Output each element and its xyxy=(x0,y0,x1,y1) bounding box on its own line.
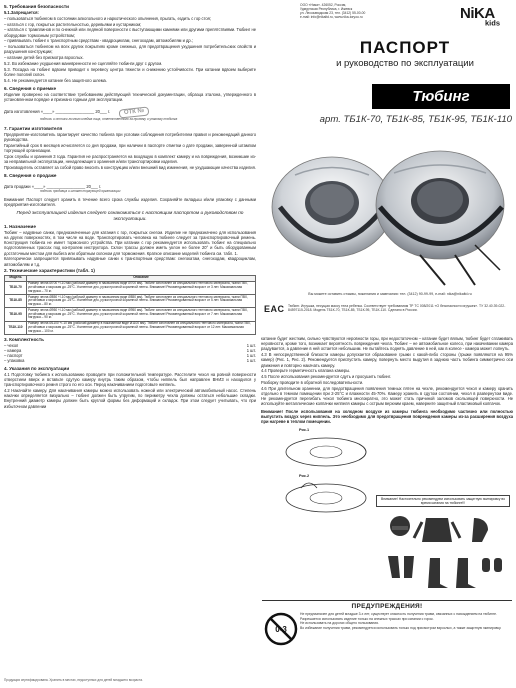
cold-air-warning: Внимание! После использования на холодном воздухе из камеры тюбинга необходимо частично или полностью выпустить воздух через ниппель. Это необходимо для предотвращения повреждения камеры из-за расширения воздуха при нагреве в теплом помещении. xyxy=(261,408,513,425)
section-4-title: 4. Указания по эксплуатации xyxy=(4,365,70,371)
production-date-note: подпись и оттиск личного клейма лица, ответственного за приемку и упаковку тюбинга xyxy=(40,117,178,122)
spec-model: ТБ1К-70 xyxy=(5,281,27,294)
cautions-title: ПРЕДУПРЕЖДЕНИЯ! xyxy=(262,600,512,610)
section-5-item: – кататься с трамплинов и по снежной или ледяной поверхности с выступающими камнями или другими препятствиями. Тюбинг не оборудован тормозным устройством; xyxy=(4,27,256,38)
table-row xyxy=(5,294,256,307)
table-row xyxy=(5,281,256,294)
kit-item-qty: 1 шт. xyxy=(246,353,256,359)
section-5-title: 5. Требования безопасности xyxy=(4,4,69,9)
nika-kids-logo xyxy=(459,4,509,27)
section-4-1: 4.1 Подготовку тюбинга к использованию проводите при положительной температуре. Расстелите чехол на ровной поверхности отверстием вверх и вставьте сдутую камеру внутрь таким образом, чтобы ниппель был направлен ВНИЗ и находился у транспортировочного ремня строго по его оси. Перед накачиванием подготовьте ниппель. xyxy=(4,371,256,388)
section-1-restriction: Категорически запрещается привязывать надувные санки к транспортным средствам: снегокатам, снегоходам, квадроциклам, автомобилям и т.д. xyxy=(4,256,256,267)
kit-item-qty: 1 шт. xyxy=(246,358,256,364)
spec-desc: Размер чехла Ø950 +/-10 мм (рабочий диаметр в накачанном виде Ø950 мм). Тюбинг изготовлен из специального тентового материала, ткани ПВХ, устойчивых к морозам до -25°С. Усиленное дно, ручки прочной корзинной ленты. Внимание! Рекомендованный возраст от 7 лет. Максимальная нагрузка – 90 кг. xyxy=(27,308,256,321)
kit-item-qty: 1 шт. xyxy=(246,342,256,348)
kit-item-name: – паспорт xyxy=(4,353,23,359)
section-7-text: Предприятие-изготовитель гарантирует качество тюбинга при условии соблюдения потребителем правил и рекомендаций данного руководства. xyxy=(4,131,256,143)
kit-item-name: – упаковка xyxy=(4,358,25,364)
intro-note: Перед эксплуатацией изделия следует ознакомиться с настоящим паспортом и руководством по эксплуатации. xyxy=(16,211,244,222)
section-5-item: – привязывать тюбинг к транспортным средствам - квадроциклам, снегоходам, автомобилям и др.; xyxy=(4,38,193,44)
figure-1-tube-icon xyxy=(281,434,371,470)
age-restriction-icon xyxy=(264,612,298,646)
list-item: Разрешается использовать изделие только на снежных трассах при катании с горок. xyxy=(300,616,434,621)
section-1-text: Тюбинг – надувные санки, предназначенные для катания с гор, покрытых снегом. Изделие не предназначено для использования на других поверхностях, в том числе на воде. Транспортировать человека на тюбинге следует за транспортировочный ремень. Конструкция тюбинга не имеет тормозного устройства. При катании с гор рекомендуется использовать тюбинг на специально подготовленных трассах под контролем инструктора. Склон трассы должен иметь уклон не более 20° и быть оборудованным достаточным местом для выбега или обратным склоном для торможения. Краткое описание моделей тюбинга см. табл. 1. xyxy=(4,229,256,256)
figure-2-label: Рис.2 xyxy=(299,474,310,479)
section-4-4: 4.4 Проверьте герметичность клапана камеры. xyxy=(261,368,351,374)
product-articles: арт. ТБ1К-70, ТБ1К-85, ТБ1К-95, ТБ1К-110 xyxy=(319,114,512,125)
spec-model: ТБ1К-85 xyxy=(5,294,27,307)
list-item: Не использовать на дорогах общего пользования. xyxy=(300,621,379,626)
company-line: ул. Лесозаводская 23, тел. (3412) 55-00-00 xyxy=(300,11,366,16)
page-title: ПАСПОРТ xyxy=(359,38,451,57)
table-row xyxy=(5,321,256,334)
section-4-2-cont: катание будет жестким, сильно чувствуются неровности горы, при недостаточном – катание будет вялым, тюбинг будет сглаживать неровности, кроме того, возникает вероятность повреждения чехла. Тюбинг – не автомобильное колесо, при накачивании камера раздувается, а давление в ней остается небольшим. Не пытайтесь поднять давление в ней, как в колесе - камера может лопнуть. xyxy=(261,336,513,352)
spec-header-desc: Описание xyxy=(27,275,256,281)
right-column-body xyxy=(261,336,513,518)
tube-right xyxy=(376,151,504,259)
sale-date-note: подпись продавца и штамп торгующей организации xyxy=(40,188,121,193)
company-line: Удмуртская Республика, г. Ижевск xyxy=(300,7,353,12)
kit-item-qty: 1 шт. xyxy=(246,348,256,354)
tube-left xyxy=(272,157,392,257)
svg-text:kids: kids xyxy=(485,18,501,27)
table-row xyxy=(5,308,256,321)
company-line: e-mail: info@nikaltd.ru, www.nika-toryou.ru xyxy=(300,15,363,20)
section-7-text: Производитель оставляет за собой право вносить в конструкцию и/или внешний вид изменения, не ухудшающие качества изделия. xyxy=(4,164,256,170)
kit-item-name: – камера xyxy=(4,348,22,354)
company-info xyxy=(300,3,440,19)
section-5-item: – пользоваться тюбингом на всех других покрытиях кроме снежных, для предотвращения ухудшения потребительских свойств и разрушения конструкции; xyxy=(4,44,256,55)
tow-strap-icon xyxy=(420,255,475,285)
tubing-product-image xyxy=(270,135,510,290)
section-4-6: 4.6 При длительном хранении, для предотвращения появления темных пятен на чехле, рекомендуется чехол и камеру хранить отдельно в темном помещении при 2-25°С и влажности 45-70%. Камеру хранить в сдутом состоянии, чехол в развернутом виде. Не рекомендуется перегибать чехол тюбинга многократно, это может стать причиной заломов скользящей поверхности. Не используйте металлические колпачки ниппеля камеры с острым верхним краем, наверните защитный пластиковый колпачок. xyxy=(261,385,513,407)
section-1-title: 1. Назначение xyxy=(4,223,36,229)
age-label: 0-3 xyxy=(275,625,287,634)
svg-text:NiKA: NiKA xyxy=(460,5,495,22)
list-item: Не предназначен для детей младше 3-х лет, существует опасность получения травм, связанных с нахождением на тюбинге. xyxy=(300,612,497,616)
section-7-title: 7. Гарантии изготовителя xyxy=(4,125,63,131)
spec-model: ТБ1К-95 xyxy=(5,308,27,321)
section-4-3: 4.3 В непосредственной близости камеры допускается образование грыжи с какой-либо стороны (грыжи появляются на 95% камер) (Рис. 1, Рис. 2). Рекомендуется приспустить камеру, повернуть место выдутия в заднюю часть тюбинга симметрично оси движения и повторно накачать камеру. xyxy=(261,352,513,368)
cautions-list xyxy=(300,612,512,630)
spec-desc: Размер чехла Ø1100 +/-10 мм (рабочий диаметр в накачанном виде Ø1100 мм). Тюбинг изготовлен из специального тентового материала, ткани ПВХ, устойчивых к морозам до -25°С. Усиленное дно, ручки прочной корзинной ленты. Внимание! Рекомендованный возраст от 12 лет. Максимальная нагрузка – 100 кг. xyxy=(27,321,256,334)
section-6-text: Изделие проверено на соответствие требованиям действующей технической документации, образца эталона, утвержденного в установленном порядке и признано годным для эксплуатации. xyxy=(4,91,256,103)
spec-desc: Размер чехла Ø700 +/-10 мм (рабочий диаметр в накачанном виде Ø700 мм). Тюбинг изготовлен из специального тентового материала, ткани ПВХ, устойчивых к морозам до -25°С. Усиленное дно, ручки прочной корзинной ленты. Внимание! Рекомендованный возраст от 3 лет. Максимальная нагрузка – 70 кг. xyxy=(27,281,256,294)
spec-desc: Размер чехла Ø850 +/-10 мм (рабочий диаметр в накачанном виде Ø850 мм). Тюбинг изготовлен из специального тентового материала, ткани ПВХ, устойчивых к морозам до -25°С. Усиленное дно, ручки прочной корзинной ленты. Внимание! Рекомендованный возраст от 5 лет. Максимальная нагрузка – 80 кг. xyxy=(27,294,256,307)
list-item xyxy=(4,358,256,363)
figure-1-label: Рис.1 xyxy=(299,428,310,433)
section-5-1: 5.1.Запрещается: xyxy=(4,10,39,15)
protective-gear-note: Внимание! Настоятельно рекомендуем использовать защитную экипировку во время катания на тюбинге!!! xyxy=(376,495,510,507)
section-5-3: 5.3. Посадка на тюбинг вдвоем приводит к перевесу центра тяжести и снижению устойчивости. При катании вдвоем выберите более пологий склон. xyxy=(4,66,256,77)
section-4-2: 4.2 Накачайте камеру. Для накачивания камеры можно использовать ножной или электрический автомобильный насос. Степень накачки определяется визуально – тюбинг должен быть упругим, по периметру чехла должны остаться небольшие складки. Внутренний диаметр камеры должен быть круглой формы без деформаций и складок. При этом следует учитывать, что при избыточном давлении xyxy=(4,387,256,409)
otk-stamp: ОТК № xyxy=(119,107,150,119)
production-date-label: Дата изготовления «____» _________________ 20___ г. xyxy=(4,109,111,115)
eac-mark-icon: EAC xyxy=(264,304,285,314)
kit-item-name: – чехол xyxy=(4,342,19,348)
section-7-text: Гарантийный срок 6 месяцев исчисляется со дня продажи, при наличии в паспорте отметки о дате продажи, заверенной штампом торгующей организации. xyxy=(4,142,256,154)
protective-gear-icon xyxy=(378,512,508,597)
list-item: Во избежание получения травм, рекомендуется использовать только под присмотром взрослых, а также защитную экипировку. xyxy=(300,625,502,630)
section-2-title: 2. Технические характеристики (табл. 1) xyxy=(4,267,95,273)
section-7-text: Срок службы и хранения 3 года. Гарантия не распространяется на входящую в комплект камеру и на повреждения, возникшие из-за неправильной эксплуатации, ненадлежащего хранения и/или транспортировки изделия. xyxy=(4,153,256,165)
passport-warning: Внимание! Паспорт следует хранить в течение всего срока службы изделия. Сохраняйте вкладыш и/или упаковку с данными предприятия-изготовителя. xyxy=(4,196,256,207)
section-4-5b: Разборку проводите в обратной последовательности. xyxy=(261,380,364,385)
spec-table xyxy=(4,275,256,335)
sale-date-field[interactable]: Дата продажи «____» _________________ 20___ г. xyxy=(4,184,102,190)
section-8-title: 8. Сведения о продаже xyxy=(4,173,57,179)
fineprint xyxy=(4,678,254,682)
fineprint-text: Продукция сертифицирована. Хранить в местах, недоступных для детей младшего возраста. xyxy=(4,678,143,682)
section-3-title: 3. Комплектность xyxy=(4,336,44,342)
section-4-5: 4.5 После использования рекомендуется сдуть и просушить тюбинг. xyxy=(261,374,391,380)
section-6-title: 6. Сведения о приемке xyxy=(4,85,57,91)
certification-text: Тюбинг. Игрушка, несущая массу тела ребенка. Соответствует требованиям ТР ТС 008/2011 «О безопасности игрушек». ТУ 32.40.39-022-84597115-2018. Модель ТБ1К-70, ТБ1К-85, ТБ1К-95, ТБ1К-110. Сделано в России. xyxy=(288,304,506,313)
left-column xyxy=(4,3,256,409)
section-5-2: 5.2. Во избежание ухудшения маневренности не сцепляйте тюбинги друг с другом. xyxy=(4,60,163,66)
product-name: Тюбинг xyxy=(372,84,510,109)
company-line: ООО «Ника». 426052, Россия, xyxy=(300,3,347,7)
section-5-4: 5.4. Не рекомендуется катание без защитного шлема. xyxy=(4,77,107,83)
certification-block xyxy=(264,304,512,332)
section-5-item: – кататься с гор, покрытых растительностью, деревьями и кустарником; xyxy=(4,21,142,27)
feedback-contacts: Вы можете оставить отзывы, пожелания и замечания: тел. (3412) 90-99-99, e-mail: nika@nikaltd.ru xyxy=(308,292,472,296)
page-subtitle: и руководство по эксплуатации xyxy=(336,58,474,69)
spec-model: ТБ1К-110 xyxy=(5,321,27,334)
section-5-item: – катание детей без присмотра взрослых. xyxy=(4,55,84,61)
section-5-item: – пользоваться тюбингом в состоянии алкогольного и наркотического опьянения, прыгать, ездить с гор стоя; xyxy=(4,15,212,21)
spec-header-model: Модель xyxy=(5,275,27,281)
figure-2-tube-icon xyxy=(281,480,371,516)
